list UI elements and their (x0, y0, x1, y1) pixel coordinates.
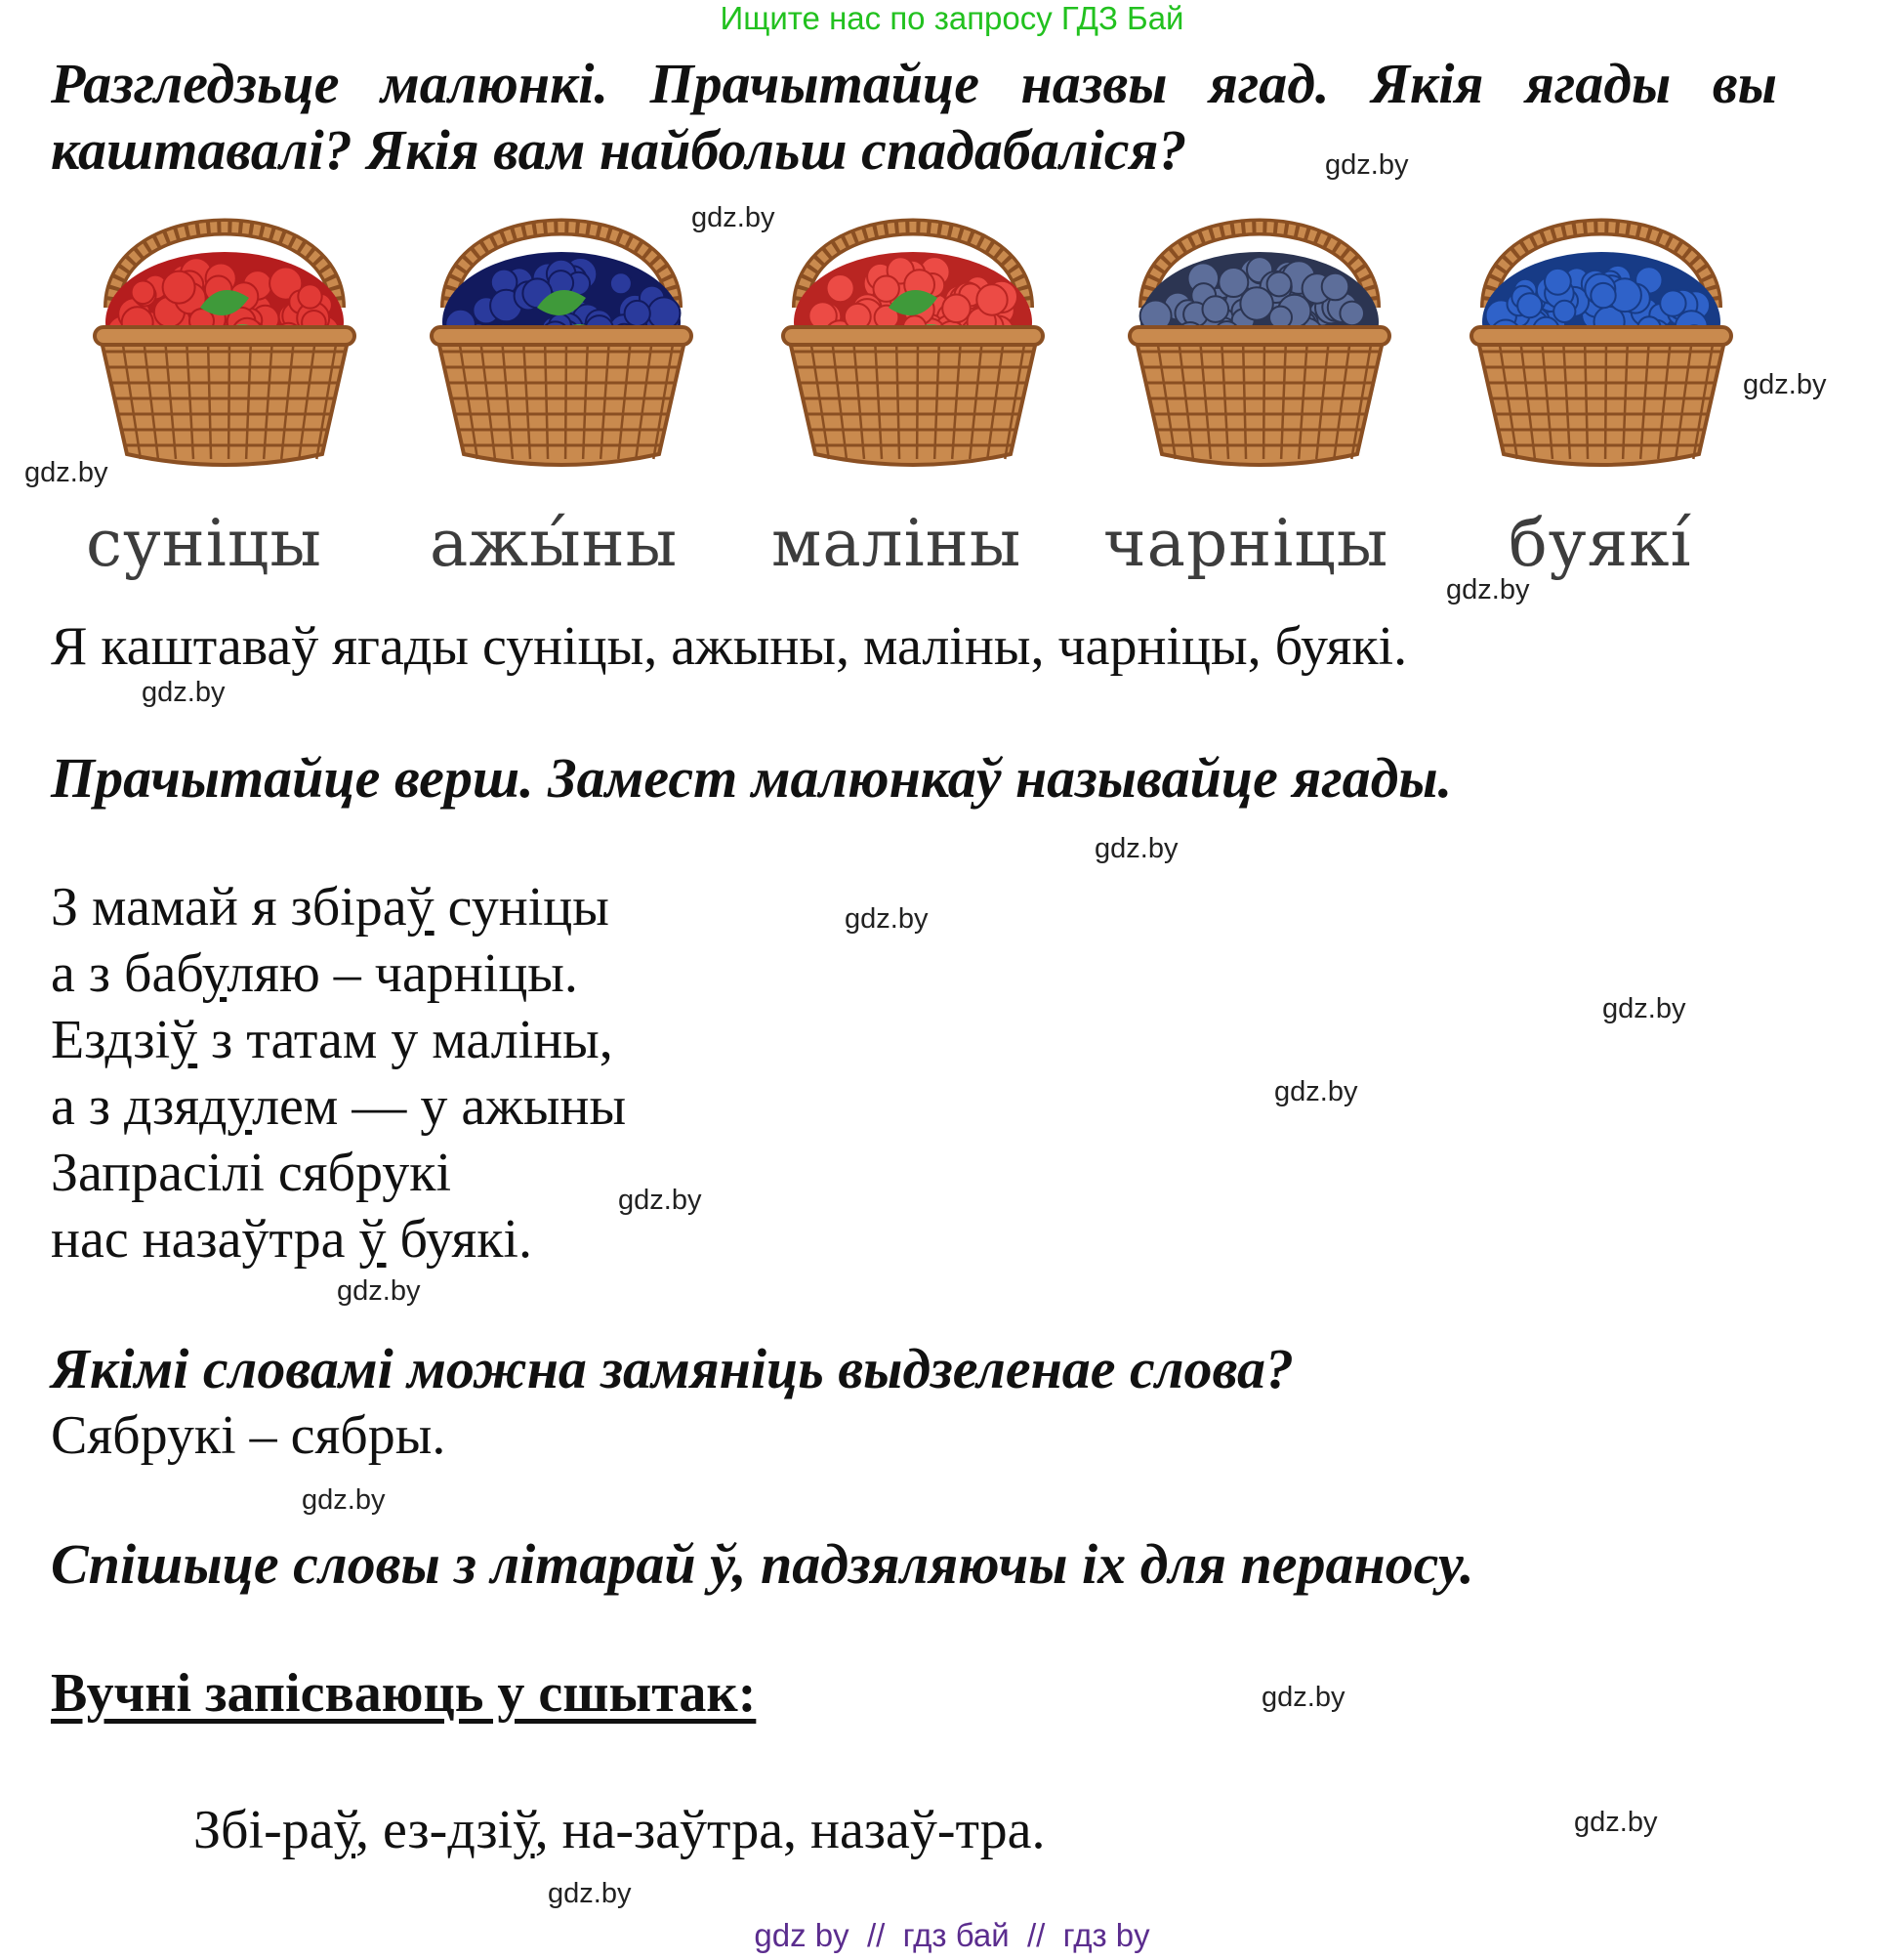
watermark: gdz.by (24, 457, 108, 488)
task1-word: назвы (1020, 52, 1168, 115)
basket-strawberry (83, 190, 366, 474)
watermark: gdz.by (1095, 833, 1179, 864)
poem-line-3: Ездзіў з татам у маліны, (51, 1010, 613, 1070)
poem-line-5: Запрасілі сябрукі (51, 1143, 452, 1203)
berry-name-raspberry: маліны (771, 506, 1022, 581)
berry-name-blackberry: ажы́ны (430, 506, 679, 581)
watermark: gdz.by (337, 1275, 421, 1307)
answer1: Я каштаваў ягады суніцы, ажыны, маліны, чарніцы, буякі. (51, 616, 1408, 677)
task1-line1 (51, 51, 1777, 117)
berry-name-bilberry: чарніцы (1103, 506, 1389, 581)
watermark: gdz.by (142, 677, 226, 708)
task1-word: Прачытайце (649, 52, 979, 115)
watermark: gdz.by (1574, 1807, 1658, 1838)
watermark: gdz.by (691, 202, 775, 233)
watermark: gdz.by (548, 1878, 632, 1909)
poem-line-1: З мамай я збіраў суніцы (51, 877, 609, 938)
answer4: Збі-раў, ез-дзіў, на-заўтра, назаў-тра. (193, 1800, 1046, 1860)
basket-raspberry (771, 190, 1055, 474)
task1-word: Разгледзьце (51, 52, 340, 115)
basket-blueberry (1460, 190, 1743, 474)
watermark: gdz.by (1262, 1682, 1345, 1713)
watermark: gdz.by (845, 903, 929, 935)
watermark: gdz.by (1602, 993, 1686, 1024)
basket-bilberry (1118, 190, 1401, 474)
poem-line-6: нас назаўтра ў буякі. (51, 1209, 532, 1270)
task4: Спішыце словы з літарай ў, падзяляючы іх для пераносу. (51, 1532, 1474, 1596)
watermark: gdz.by (1325, 149, 1409, 181)
task1-line2: каштавалі? Якія вам найбольш спадабаліся? (51, 118, 1187, 182)
watermark: gdz.by (1274, 1076, 1358, 1107)
task1-word: малюнкі. (380, 52, 609, 115)
basket-blackberry (420, 190, 703, 474)
watermark: gdz.by (1446, 574, 1530, 605)
berry-name-blueberry: буякі́ (1509, 506, 1692, 581)
task3: Якімі словамі можна замяніць выдзеленае слова? (51, 1337, 1295, 1400)
watermark: gdz.by (302, 1484, 386, 1516)
poem (51, 874, 626, 1272)
poem-line-4: а з дзядулем — у ажыны (51, 1076, 627, 1137)
task1-word: вы (1712, 52, 1777, 115)
poem-line-2: а з бабуляю – чарніцы. (51, 943, 578, 1004)
notebook-heading: Вучні запісваюць у сшытак: (51, 1663, 757, 1724)
top-banner: Ищите нас по запросу ГДЗ Бай (720, 0, 1184, 36)
berry-name-strawberry: суніцы (86, 506, 322, 581)
watermark: gdz.by (618, 1185, 702, 1216)
answer3: Сябрукі – сябры. (51, 1405, 446, 1466)
watermark: gdz.by (1743, 369, 1827, 400)
footer-links: gdz by // гдз бай // гдз by (754, 1917, 1150, 1953)
task2: Прачытайце верш. Замест малюнкаў называйце ягады. (51, 746, 1453, 810)
task1-word: ягады (1524, 52, 1672, 115)
task1-word: Якія (1371, 52, 1484, 115)
task1-word: ягад. (1209, 52, 1330, 115)
